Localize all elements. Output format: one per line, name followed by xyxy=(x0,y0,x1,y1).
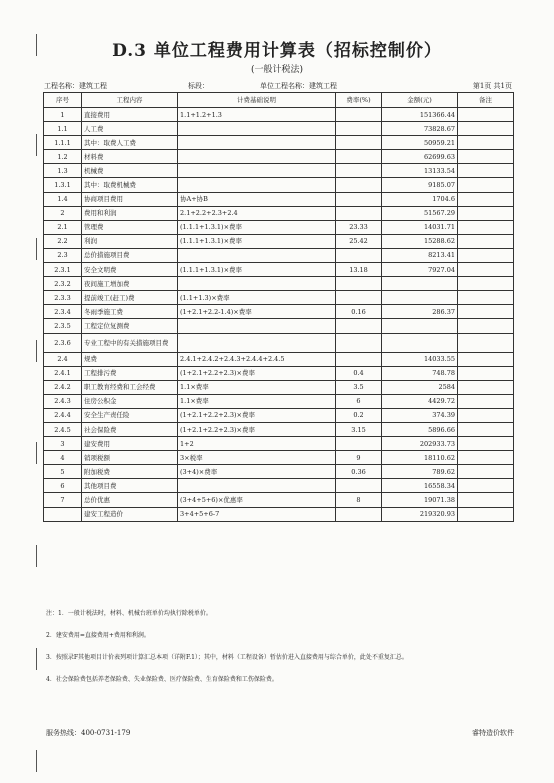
table-row xyxy=(44,150,514,164)
page-number: 第1页 共1页 xyxy=(472,82,512,90)
row-content: 其中：取费机械费 xyxy=(82,178,178,192)
row-rate xyxy=(336,136,382,150)
row-no: 2.3.5 xyxy=(44,319,82,333)
row-note xyxy=(458,277,514,291)
row-basis xyxy=(178,178,336,192)
row-basis: 1+2 xyxy=(178,437,336,451)
margin-mark xyxy=(36,545,37,567)
row-no: 1.3 xyxy=(44,164,82,178)
row-rate: 3.5 xyxy=(336,380,382,394)
row-no: 2.4.1 xyxy=(44,366,82,380)
row-content: 总价措施项目费 xyxy=(82,248,178,262)
row-no: 2.2 xyxy=(44,234,82,248)
row-content: 其中：取费人工费 xyxy=(82,136,178,150)
row-content: 销项税额 xyxy=(82,451,178,465)
table-row xyxy=(44,234,514,248)
row-note xyxy=(458,108,514,122)
row-rate xyxy=(336,122,382,136)
row-note xyxy=(458,493,514,507)
table-row xyxy=(44,291,514,305)
row-no: 2.4 xyxy=(44,352,82,366)
row-no: 1.2 xyxy=(44,150,82,164)
row-content: 总价优惠 xyxy=(82,493,178,507)
row-note xyxy=(458,234,514,248)
row-note xyxy=(458,366,514,380)
row-note xyxy=(458,291,514,305)
margin-mark xyxy=(36,238,37,260)
table-row xyxy=(44,277,514,291)
row-amount: 16558.34 xyxy=(382,479,458,493)
row-basis xyxy=(178,277,336,291)
row-amount: 4429.72 xyxy=(382,394,458,408)
row-no: 1.3.1 xyxy=(44,178,82,192)
row-basis: (1.1.1+1.3.1)×费率 xyxy=(178,234,336,248)
row-no: 6 xyxy=(44,479,82,493)
row-amount: 19071.38 xyxy=(382,493,458,507)
row-amount xyxy=(382,319,458,333)
row-content: 安全生产责任险 xyxy=(82,408,178,422)
row-no: 2.3.3 xyxy=(44,291,82,305)
row-note xyxy=(458,437,514,451)
row-rate xyxy=(336,352,382,366)
row-no: 2.4.2 xyxy=(44,380,82,394)
table-row xyxy=(44,422,514,436)
row-no: 4 xyxy=(44,451,82,465)
table-row xyxy=(44,352,514,366)
header-content: 工程内容 xyxy=(82,93,178,108)
row-basis: 3+4+5+6-7 xyxy=(178,507,336,521)
row-basis: (1.1.1+1.3.1)×费率 xyxy=(178,220,336,234)
row-amount: 13133.54 xyxy=(382,164,458,178)
row-basis: (1.1.1+1.3.1)×费率 xyxy=(178,263,336,277)
row-no: 1.1.1 xyxy=(44,136,82,150)
page-subtitle: (一般计税法) xyxy=(250,65,304,75)
unit-project-name: 单位工程名称：建筑工程 xyxy=(260,82,337,90)
row-rate: 0.2 xyxy=(336,408,382,422)
row-rate: 25.42 xyxy=(336,234,382,248)
row-note xyxy=(458,192,514,206)
row-note xyxy=(458,451,514,465)
row-rate: 8 xyxy=(336,493,382,507)
row-no: 2.3.4 xyxy=(44,305,82,319)
row-note xyxy=(458,150,514,164)
row-rate: 9 xyxy=(336,451,382,465)
table-row xyxy=(44,451,514,465)
row-amount: 18110.62 xyxy=(382,451,458,465)
row-note xyxy=(458,248,514,262)
row-rate: 0.4 xyxy=(336,366,382,380)
header-basis: 计费基础说明 xyxy=(178,93,336,108)
row-note xyxy=(458,394,514,408)
cost-table xyxy=(43,92,514,522)
table-row xyxy=(44,192,514,206)
row-basis xyxy=(178,248,336,262)
row-rate xyxy=(336,277,382,291)
table-row xyxy=(44,122,514,136)
row-basis xyxy=(178,150,336,164)
row-no: 2.4.5 xyxy=(44,422,82,436)
table-row xyxy=(44,394,514,408)
row-content: 冬雨季施工费 xyxy=(82,305,178,319)
row-amount xyxy=(382,277,458,291)
row-content: 职工教育经费和工会经费 xyxy=(82,380,178,394)
row-basis: (1+2.1+2.2+2.3)×费率 xyxy=(178,366,336,380)
row-amount: 8213.41 xyxy=(382,248,458,262)
row-content: 机械费 xyxy=(82,164,178,178)
table-row xyxy=(44,164,514,178)
table-row xyxy=(44,263,514,277)
row-note xyxy=(458,305,514,319)
row-amount: 50959.21 xyxy=(382,136,458,150)
row-note xyxy=(458,220,514,234)
notes-section xyxy=(46,610,408,698)
row-amount: 14033.55 xyxy=(382,352,458,366)
row-amount: 219320.93 xyxy=(382,507,458,521)
row-no: 1 xyxy=(44,108,82,122)
row-content: 住房公积金 xyxy=(82,394,178,408)
margin-mark xyxy=(36,750,37,772)
row-no xyxy=(44,507,82,521)
row-rate xyxy=(336,333,382,352)
row-rate: 0.16 xyxy=(336,305,382,319)
note-item: 4．社会保险费包括养老保险费、失业保险费、医疗保险费、生育保险费和工伤保险费。 xyxy=(46,676,278,683)
row-amount: 14031.71 xyxy=(382,220,458,234)
row-amount: 789.62 xyxy=(382,465,458,479)
row-content: 附加税费 xyxy=(82,465,178,479)
table-row xyxy=(44,248,514,262)
header-amount: 金额(元) xyxy=(382,93,458,108)
row-rate xyxy=(336,178,382,192)
header-note: 备注 xyxy=(458,93,514,108)
table-row xyxy=(44,479,514,493)
row-no: 2.3.2 xyxy=(44,277,82,291)
row-note xyxy=(458,122,514,136)
row-amount xyxy=(382,333,458,352)
row-rate xyxy=(336,206,382,220)
row-content: 其他项目费 xyxy=(82,479,178,493)
row-amount: 2584 xyxy=(382,380,458,394)
margin-mark xyxy=(36,134,37,156)
row-basis xyxy=(178,333,336,352)
row-basis: 3×税率 xyxy=(178,451,336,465)
row-rate xyxy=(336,291,382,305)
row-no: 3 xyxy=(44,437,82,451)
note-item: 2．建安费用=直接费用+费用和利润。 xyxy=(46,632,150,639)
row-basis: 2.4.1+2.4.2+2.4.3+2.4.4+2.4.5 xyxy=(178,352,336,366)
software-name: 睿特造价软件 xyxy=(472,729,514,737)
table-header-row xyxy=(44,93,514,108)
row-basis: 2.1+2.2+2.3+2.4 xyxy=(178,206,336,220)
row-content: 直接费用 xyxy=(82,108,178,122)
table-row xyxy=(44,108,514,122)
row-basis: 1.1+1.2+1.3 xyxy=(178,108,336,122)
margin-mark xyxy=(36,340,37,362)
row-rate xyxy=(336,479,382,493)
table-row xyxy=(44,333,514,352)
row-content: 材料费 xyxy=(82,150,178,164)
row-no: 5 xyxy=(44,465,82,479)
row-basis xyxy=(178,319,336,333)
table-row xyxy=(44,136,514,150)
row-note xyxy=(458,333,514,352)
table-row xyxy=(44,206,514,220)
row-rate xyxy=(336,507,382,521)
row-basis xyxy=(178,136,336,150)
row-amount: 202933.73 xyxy=(382,437,458,451)
row-note xyxy=(458,479,514,493)
row-note xyxy=(458,422,514,436)
row-no: 2.3.1 xyxy=(44,263,82,277)
row-content: 管理费 xyxy=(82,220,178,234)
row-amount: 51567.29 xyxy=(382,206,458,220)
row-amount: 1704.6 xyxy=(382,192,458,206)
row-no: 7 xyxy=(44,493,82,507)
row-amount: 286.37 xyxy=(382,305,458,319)
row-basis xyxy=(178,479,336,493)
row-basis: 协A+协B xyxy=(178,192,336,206)
row-content: 规费 xyxy=(82,352,178,366)
row-amount xyxy=(382,291,458,305)
row-rate xyxy=(336,248,382,262)
margin-mark xyxy=(36,648,37,670)
row-no: 2.1 xyxy=(44,220,82,234)
row-basis xyxy=(178,122,336,136)
row-rate xyxy=(336,164,382,178)
row-content: 建安工程造价 xyxy=(82,507,178,521)
row-content: 工程排污费 xyxy=(82,366,178,380)
row-amount: 15288.62 xyxy=(382,234,458,248)
row-rate xyxy=(336,437,382,451)
table-row xyxy=(44,408,514,422)
row-amount: 5896.66 xyxy=(382,422,458,436)
row-no: 1.4 xyxy=(44,192,82,206)
row-note xyxy=(458,380,514,394)
note-item: 注：1．一般计税法时，材料、机械台班单价均执行除税单价。 xyxy=(46,610,212,617)
row-rate: 0.36 xyxy=(336,465,382,479)
row-rate xyxy=(336,319,382,333)
row-rate: 6 xyxy=(336,394,382,408)
table-row xyxy=(44,319,514,333)
row-note xyxy=(458,352,514,366)
table-row xyxy=(44,380,514,394)
row-note xyxy=(458,178,514,192)
row-amount: 62699.63 xyxy=(382,150,458,164)
row-basis: 1.1×费率 xyxy=(178,394,336,408)
row-basis: (1+2.1+2.2+2.3)×费率 xyxy=(178,422,336,436)
row-content: 专业工程中的有关措施项目费 xyxy=(82,333,178,352)
table-row xyxy=(44,305,514,319)
row-content: 人工费 xyxy=(82,122,178,136)
row-content: 利润 xyxy=(82,234,178,248)
row-amount: 374.39 xyxy=(382,408,458,422)
row-rate: 23.33 xyxy=(336,220,382,234)
row-no: 2.3.6 xyxy=(44,333,82,352)
row-no: 2.4.4 xyxy=(44,408,82,422)
row-content: 夜间施工增加费 xyxy=(82,277,178,291)
row-amount: 748.78 xyxy=(382,366,458,380)
row-note xyxy=(458,319,514,333)
row-amount: 73828.67 xyxy=(382,122,458,136)
table-row xyxy=(44,493,514,507)
row-basis xyxy=(178,164,336,178)
row-content: 建安费用 xyxy=(82,437,178,451)
row-basis: (1+2.1+2.2-1.4)×费率 xyxy=(178,305,336,319)
table-row xyxy=(44,220,514,234)
row-no: 2.4.3 xyxy=(44,394,82,408)
row-amount: 7927.04 xyxy=(382,263,458,277)
row-content: 费用和利润 xyxy=(82,206,178,220)
row-rate xyxy=(336,108,382,122)
row-rate: 3.15 xyxy=(336,422,382,436)
row-basis: (3+4+5+6)×优惠率 xyxy=(178,493,336,507)
row-amount: 9185.07 xyxy=(382,178,458,192)
row-note xyxy=(458,136,514,150)
row-no: 2.3 xyxy=(44,248,82,262)
section-label: 标段： xyxy=(188,82,209,90)
row-content: 协商项目费用 xyxy=(82,192,178,206)
row-note xyxy=(458,507,514,521)
row-basis: (1.1+1.3)×费率 xyxy=(178,291,336,305)
page-title: D.3 单位工程费用计算表（招标控制价） xyxy=(112,41,442,61)
service-hotline: 服务热线：400-0731-179 xyxy=(46,729,131,737)
project-name: 工程名称：建筑工程 xyxy=(44,82,107,90)
row-note xyxy=(458,408,514,422)
row-content: 安全文明费 xyxy=(82,263,178,277)
row-content: 社会保险费 xyxy=(82,422,178,436)
row-basis: (3+4)×费率 xyxy=(178,465,336,479)
header-no: 序号 xyxy=(44,93,82,108)
note-item: 3．按照录F其他项目计价表列项计算汇总本项（详附F.1）；其中，材料（工程设备）暂估价进入直接费用与综合单价，此处不重复汇总。 xyxy=(46,654,408,661)
row-basis: (1+2.1+2.2+2.3)×费率 xyxy=(178,408,336,422)
table-row xyxy=(44,507,514,521)
row-rate xyxy=(336,192,382,206)
row-no: 2 xyxy=(44,206,82,220)
row-rate: 13.18 xyxy=(336,263,382,277)
row-rate xyxy=(336,150,382,164)
row-no: 1.1 xyxy=(44,122,82,136)
table-row xyxy=(44,465,514,479)
margin-mark xyxy=(36,442,37,464)
table-row xyxy=(44,437,514,451)
table-row xyxy=(44,366,514,380)
row-content: 工程定位复测费 xyxy=(82,319,178,333)
table-row xyxy=(44,178,514,192)
row-note xyxy=(458,164,514,178)
row-note xyxy=(458,263,514,277)
row-basis: 1.1×费率 xyxy=(178,380,336,394)
row-note xyxy=(458,206,514,220)
row-note xyxy=(458,465,514,479)
row-content: 提前竣工(赶工)费 xyxy=(82,291,178,305)
row-amount: 151366.44 xyxy=(382,108,458,122)
header-rate: 费率(%) xyxy=(336,93,382,108)
